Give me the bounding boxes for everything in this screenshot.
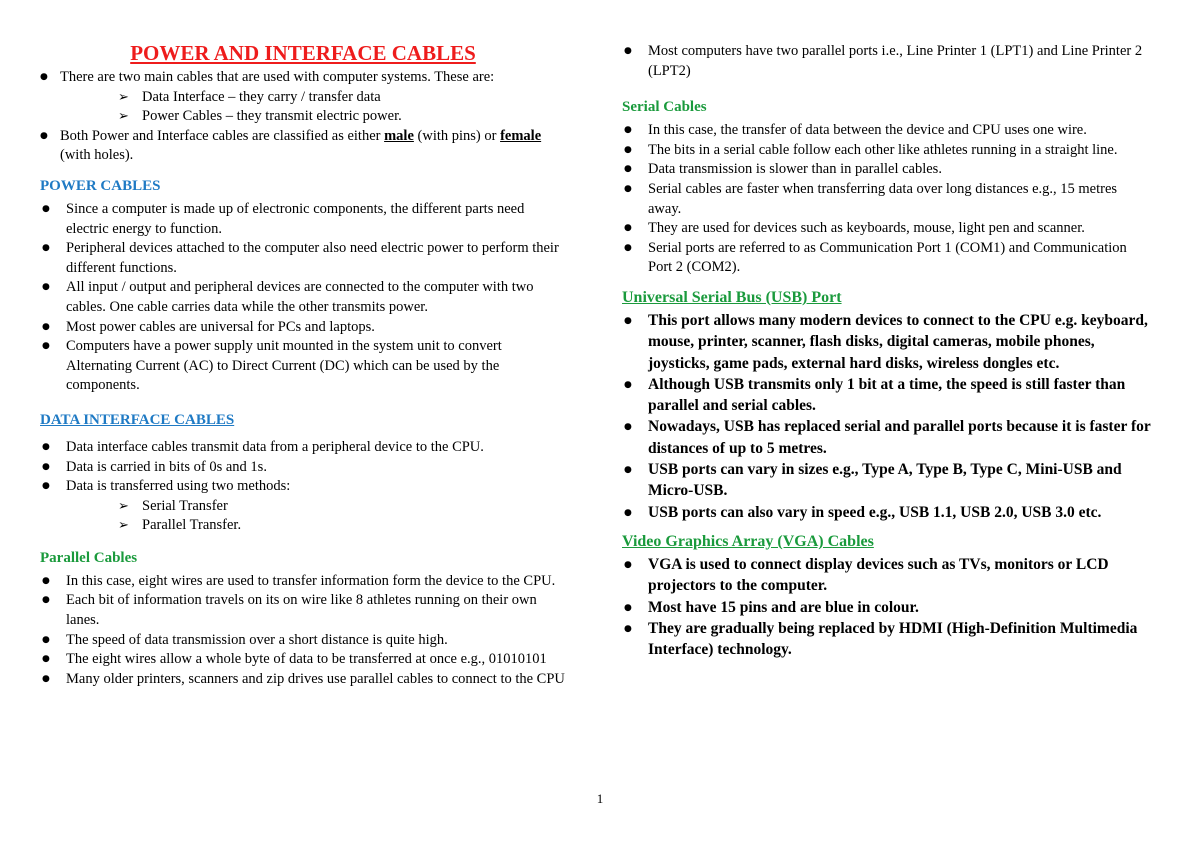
usb-heading: Universal Serial Bus (USB) Port	[622, 288, 842, 306]
parallel-item-4: ● The eight wires allow a whole byte of data to be transferred at once e.g., 01010101	[38, 650, 568, 670]
page-number: 1	[596, 791, 604, 806]
data-interface-item-2: ● Data is carried in bits of 0s and 1s.	[38, 458, 568, 478]
right-column	[620, 42, 1152, 660]
serial-cables-list	[620, 121, 1152, 278]
power-item-3: ● All input / output and peripheral devices are connected to the computer with two cables. One cable carries data while the other transmits power.	[38, 278, 568, 317]
intro-item-2-post: (with holes).	[60, 147, 134, 164]
power-cables-list	[38, 200, 568, 396]
usb-item-1: ● This port allows many modern devices to connect to the CPU e.g. keyboard, mouse, printer, scanner, flash disks, digital cameras, mobile phones, joysticks, game pads, external hard disks, wireless dongles etc.	[620, 310, 1152, 374]
usb-item-2: ● Although USB transmits only 1 bit at a time, the speed is still faster than parallel and serial cables.	[620, 374, 1152, 417]
left-column	[38, 40, 568, 689]
data-interface-heading: DATA INTERFACE CABLES	[40, 411, 235, 428]
serial-cables-heading: Serial Cables	[622, 99, 707, 116]
vga-list	[620, 554, 1152, 660]
parallel-cables-list	[38, 572, 568, 690]
usb-list	[620, 310, 1152, 523]
serial-item-6: ● Serial ports are referred to as Communication Port 1 (COM1) and Communication Port 2 (COM2).	[620, 239, 1152, 278]
usb-item-5: ● USB ports can also vary in speed e.g., USB 1.1, USB 2.0, USB 3.0 etc.	[620, 502, 1152, 523]
method-parallel: ➢ Parallel Transfer.	[38, 516, 568, 536]
female-term: female	[500, 127, 542, 144]
serial-item-1: ● In this case, the transfer of data between the device and CPU uses one wire.	[620, 121, 1152, 141]
power-item-4: ● Most power cables are universal for PCs and laptops.	[38, 318, 568, 338]
power-item-2: ● Peripheral devices attached to the computer also need electric power to perform their different functions.	[38, 239, 568, 278]
method-serial: ➢ Serial Transfer	[38, 497, 568, 517]
intro-item-2-mid: (with pins) or	[413, 127, 501, 144]
power-item-5: ● Computers have a power supply unit mounted in the system unit to convert Alternating Current (AC) to Direct Current (DC) which can be used by the components.	[38, 337, 568, 396]
serial-item-2: ● The bits in a serial cable follow each other like athletes running in a straight line.	[620, 141, 1152, 161]
parallel-item-5: ● Many older printers, scanners and zip drives use parallel cables to connect to the CPU	[38, 670, 568, 690]
vga-heading: Video Graphics Array (VGA) Cables	[622, 532, 874, 550]
vga-item-3: ● They are gradually being replaced by HDMI (High-Definition Multimedia Interface) technology.	[620, 618, 1152, 661]
serial-item-4: ● Serial cables are faster when transferring data over long distances e.g., 15 metres away.	[620, 180, 1152, 219]
parallel-cables-heading: Parallel Cables	[40, 549, 138, 566]
male-term: male	[384, 127, 414, 144]
power-item-1: ● Since a computer is made up of electronic components, the different parts need electric energy to function.	[38, 200, 568, 239]
vga-item-1: ● VGA is used to connect display devices such as TVs, monitors or LCD projectors to the computer.	[620, 554, 1152, 597]
page-title: POWER AND INTERFACE CABLES	[130, 41, 476, 65]
data-interface-list	[38, 438, 568, 536]
intro-item-1: ● There are two main cables that are used with computer systems. These are:	[38, 68, 568, 88]
intro-list	[38, 68, 568, 166]
serial-item-3: ● Data transmission is slower than in parallel cables.	[620, 160, 1152, 180]
serial-item-5: ● They are used for devices such as keyboards, mouse, light pen and scanner.	[620, 219, 1152, 239]
intro-sub-item-1: ➢ Data Interface – they carry / transfer data	[38, 88, 568, 108]
intro-item-2-pre: Both Power and Interface cables are classified as either	[60, 127, 385, 144]
parallel-item-6: ● Most computers have two parallel ports i.e., Line Printer 1 (LPT1) and Line Printer 2 (LPT2)	[620, 42, 1152, 81]
power-cables-heading: POWER CABLES	[40, 177, 161, 194]
data-interface-item-3: ● Data is transferred using two methods:	[38, 477, 568, 497]
vga-item-2: ● Most have 15 pins and are blue in colour.	[620, 597, 1152, 618]
data-interface-item-1: ● Data interface cables transmit data from a peripheral device to the CPU.	[38, 438, 568, 458]
parallel-item-2: ● Each bit of information travels on its on wire like 8 athletes running on their own lanes.	[38, 591, 568, 630]
parallel-item-3: ● The speed of data transmission over a short distance is quite high.	[38, 631, 568, 651]
parallel-item-1: ● In this case, eight wires are used to transfer information form the device to the CPU.	[38, 572, 568, 592]
intro-sub-item-2: ➢ Power Cables – they transmit electric power.	[38, 107, 568, 127]
usb-item-4: ● USB ports can vary in sizes e.g., Type A, Type B, Type C, Mini-USB and Micro-USB.	[620, 459, 1152, 502]
parallel-cables-list-continued	[620, 42, 1152, 81]
intro-item-2	[38, 127, 568, 166]
usb-item-3: ● Nowadays, USB has replaced serial and parallel ports because it is faster for distances of up to 5 metres.	[620, 416, 1152, 459]
